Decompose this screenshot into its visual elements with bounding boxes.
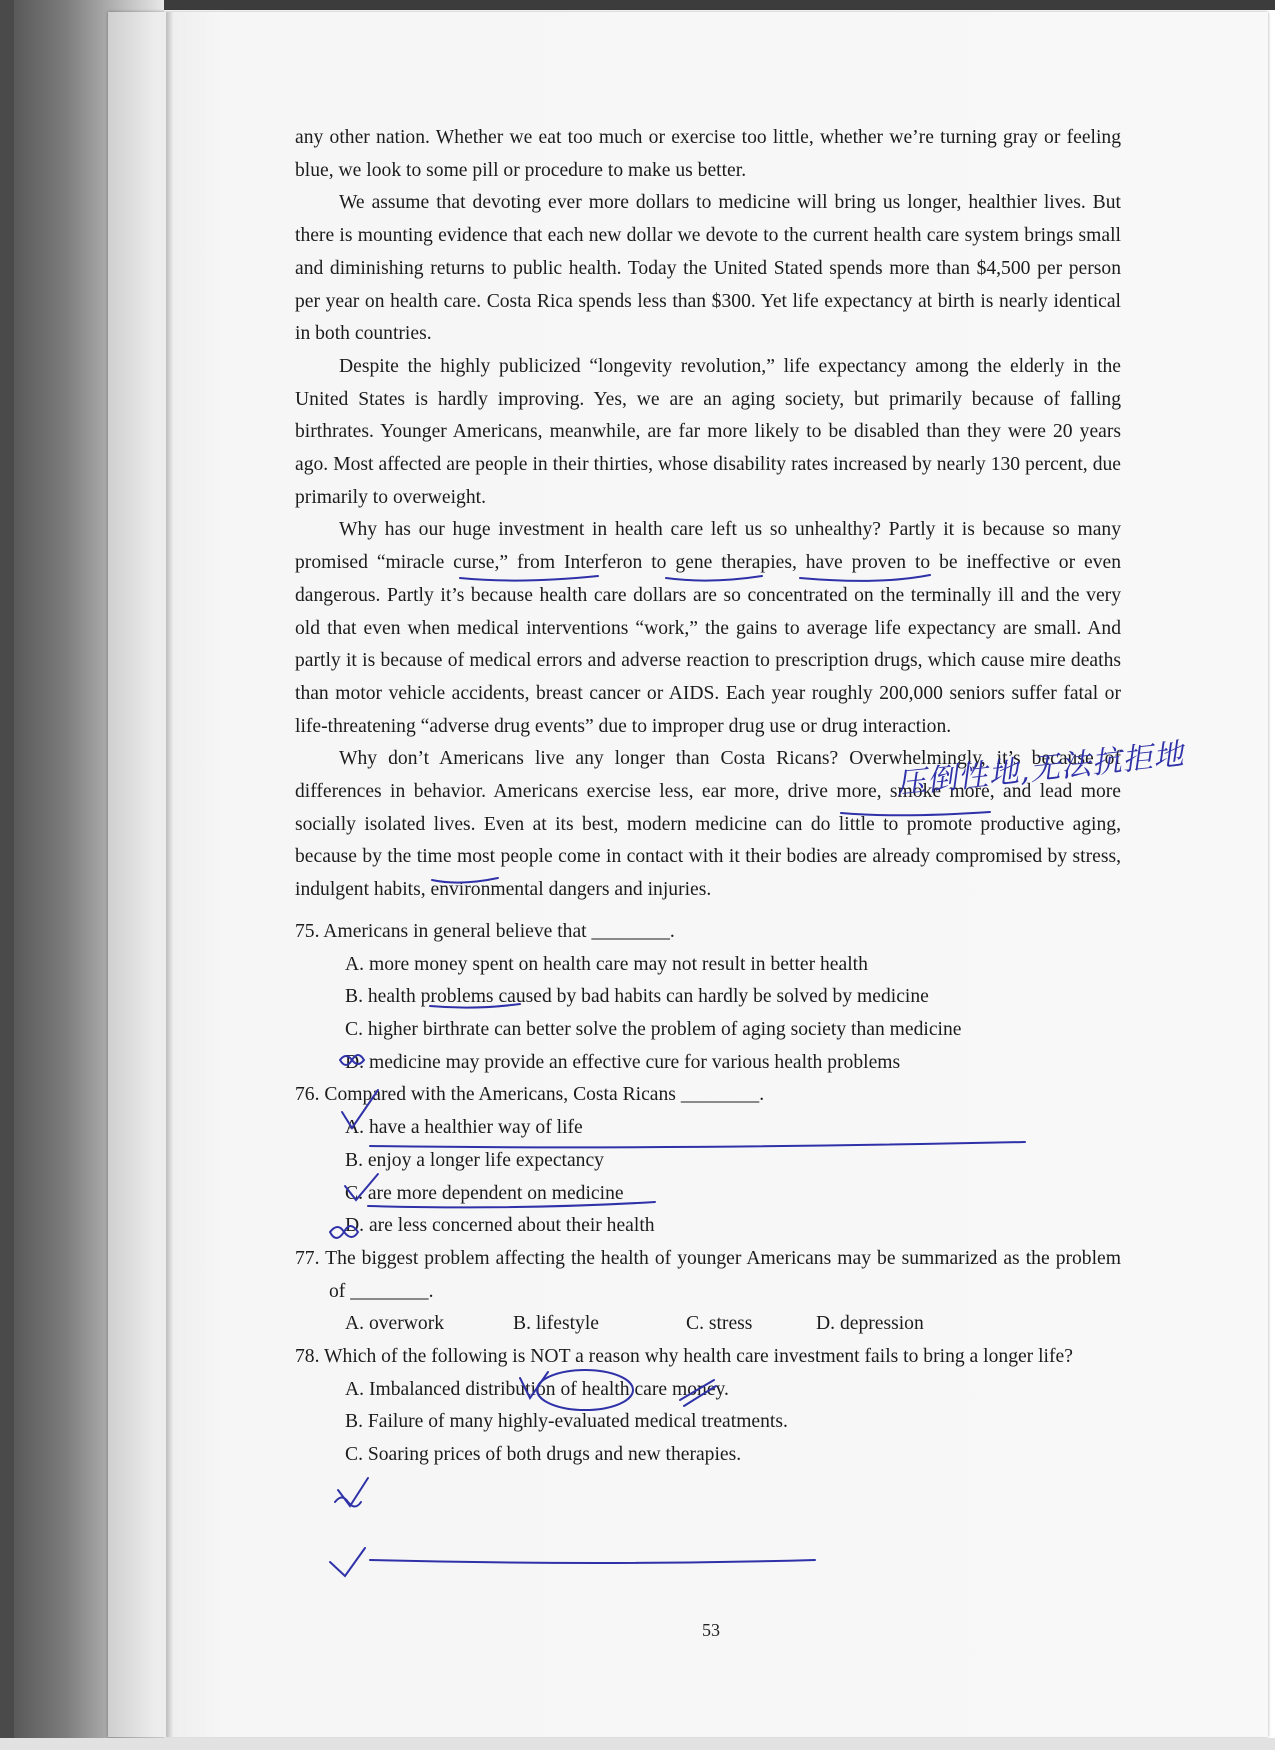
circle-mark: [537, 1370, 633, 1410]
check-mark: [342, 1090, 378, 1128]
question-75-option-d: D. medicine may provide an effective cure for various health problems: [345, 1051, 901, 1073]
underline-mark: [800, 575, 930, 581]
check-mark: [330, 1548, 365, 1576]
question-76-option-d: D. are less concerned about their health: [345, 1215, 655, 1237]
underline-mark: [666, 576, 762, 581]
question-75-stem: 75. Americans in general believe that ________.: [295, 920, 675, 942]
question-77-option-c: C. stress: [686, 1313, 753, 1335]
question-75-option-c: C. higher birthrate can better solve the problem of aging society than medicine: [345, 1018, 962, 1040]
passage-paragraph-2: We assume that devoting ever more dollars to medicine will bring us longer, healthier lives. But there is mounting evidence that each new dollar we devote to the current health care system brings small and diminishing returns to public health. Today the United Stated spends more than $4,500 per person per year on health care. Costa Rica spends less than $300. Yet life expectancy at birth is nearly identical in both countries.: [295, 192, 1121, 345]
page-number: 53: [702, 1620, 720, 1640]
strike-mark: [680, 1380, 716, 1406]
question-77-stem: 77. The biggest problem affecting the health of younger Americans may be summarized as the problem of ________.: [295, 1247, 1121, 1302]
question-76-option-c: C. are more dependent on medicine: [345, 1182, 624, 1204]
question-77-option-a: A. overwork: [345, 1313, 445, 1335]
scribble-mark: [335, 1498, 361, 1507]
question-76-option-b: B. enjoy a longer life expectancy: [345, 1149, 604, 1171]
question-78-stem: 78. Which of the following is NOT a reason why health care investment fails to bring a longer life?: [295, 1346, 1073, 1368]
question-76-stem: 76. Compared with the Americans, Costa Ricans ________.: [295, 1084, 765, 1106]
passage-paragraph-3: Despite the highly publicized “longevity revolution,” life expectancy among the elderly in the United States is hardly improving. Yes, we are an aging society, but primarily because of falling birthrates. Younger Americans, meanwhile, are far more likely to be disabled than they were 20 years ago. Most affected are people in their thirties, whose disability rates increased by nearly 130 percent, due primarily to overweight.: [295, 355, 1121, 508]
underline-mark: [841, 812, 990, 815]
question-78-option-a: A. Imbalanced distribution of health care money.: [345, 1378, 729, 1400]
check-mark: [520, 1372, 548, 1398]
question-75-option-b: B. health problems caused by bad habits can hardly be solved by medicine: [345, 986, 929, 1008]
underline-mark: [370, 1560, 815, 1563]
question-78-option-b: B. Failure of many highly-evaluated medical treatments.: [345, 1411, 788, 1433]
question-78-option-c: C. Soaring prices of both drugs and new therapies.: [345, 1444, 742, 1466]
handwritten-note: 压倒性地,无法抗拒地: [894, 736, 1186, 803]
check-mark: [345, 1174, 378, 1200]
underline-mark: [370, 1142, 1025, 1147]
scribble-mark: [340, 1055, 364, 1065]
passage-paragraph-4: Why has our huge investment in health care left us so unhealthy? Partly it is because so many promised “miracle curse,” from Interferon to gene therapies, have proven to be ineffective or even dangerous. Partly it’s because health care dollars are so concentrated on the terminally ill and the very old that even when medical interventions “work,” the gains to average life expectancy are small. And partly it is because of medical errors and adverse reaction to prescription drugs, which cause mire deaths than motor vehicle accidents, breast cancer or AIDS. Each year roughly 200,000 seniors suffer fatal or life-threatening “adverse drug events” due to improper drug use or drug interaction.: [295, 519, 1121, 737]
scribble-mark: [330, 1226, 358, 1238]
question-75-option-a: A. more money spent on health care may not result in better health: [345, 953, 868, 975]
underline-mark: [432, 878, 498, 883]
underline-mark: [460, 576, 598, 581]
underline-mark: [368, 1202, 655, 1207]
question-77-option-d: D. depression: [816, 1313, 924, 1335]
underline-mark: [430, 1004, 520, 1008]
passage-paragraph-5: Why don’t Americans live any longer than Costa Ricans? Overwhelmingly, it’s because of differences in behavior. Americans exercise less, ear more, drive more, smoke more, and lead more socially isolated lives. Even at its best, modern medicine can do little to promote productive aging, because by the time most people come in contact with it their bodies are already compromised by stress, indulgent habits, environmental dangers and injuries.: [295, 748, 1121, 901]
check-mark: [338, 1478, 368, 1506]
question-77-option-b: B. lifestyle: [513, 1313, 599, 1335]
passage-paragraph-1: any other nation. Whether we eat too much or exercise too little, whether we’re turning gray or feeling blue, we look to some pill or procedure to make us better.: [295, 127, 1121, 181]
question-76-option-a: A. have a healthier way of life: [345, 1117, 583, 1139]
